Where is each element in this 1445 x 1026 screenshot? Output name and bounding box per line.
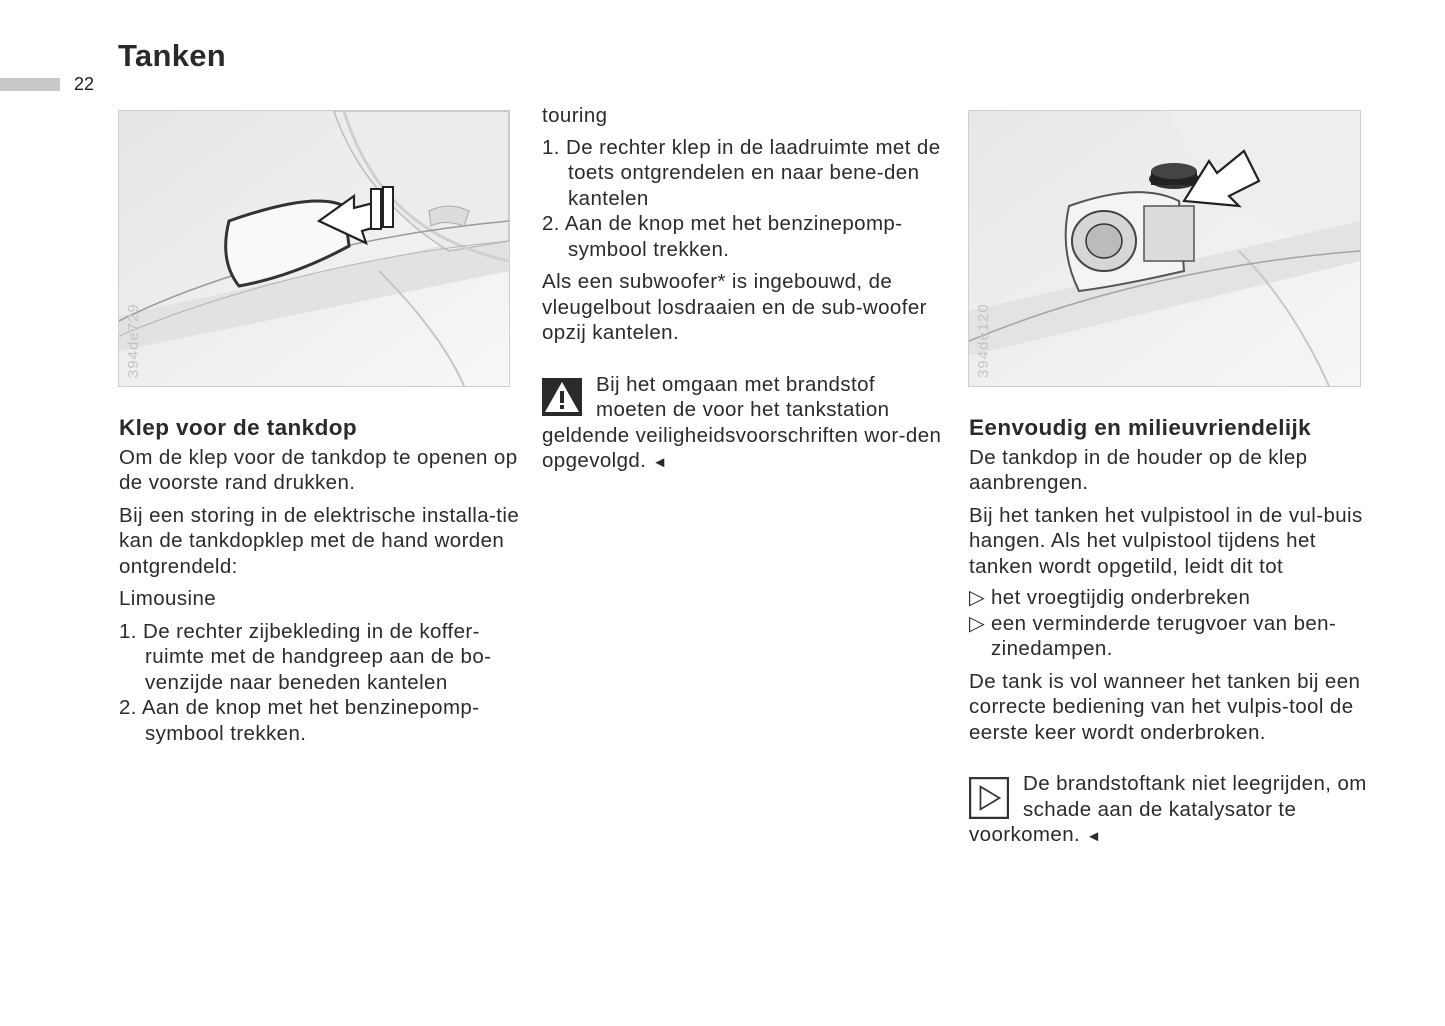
warning-triangle-icon [542, 378, 582, 416]
step-item: 1. De rechter klep in de laadruimte met de toets ontgrendelen en naar bene-den kantelen [542, 135, 941, 210]
right-column [969, 415, 1379, 850]
steps-list [542, 135, 947, 263]
bullet-item [969, 611, 1379, 662]
section-heading-eco: Eenvoudig en milieuvriendelijk [969, 415, 1312, 440]
section-heading-fuel-flap: Klep voor de tankdop [119, 415, 358, 440]
paragraph: De tank is vol wanneer het tanken bij een correcte bediening van het vulpis-tool de eerste keer wordt onderbroken. [969, 669, 1361, 744]
bullet-text: een verminderde terugvoer van ben-zinedampen. [991, 611, 1337, 660]
step-item: 2. Aan de knop met het benzinepomp-symbool trekken. [542, 212, 903, 261]
paragraph: Bij een storing in de elektrische installa-tie kan de tankdopklep met de hand worden ontgrendeld: [119, 503, 520, 578]
bullet-triangle-icon: ▷ [969, 586, 986, 609]
page-margin-bar [0, 78, 60, 91]
page-number: 22 [74, 74, 95, 94]
step-item: 1. De rechter zijbekleding in de koffer-ruimte met de handgreep aan de bo-venzijde naar beneden kantelen [119, 619, 492, 694]
bullet-triangle-icon: ▷ [969, 611, 986, 635]
paragraph: Bij het tanken het vulpistool in de vul-buis hangen. Als het vulpistool tijdens het tanken wordt opgetild, leidt dit tot [969, 503, 1363, 578]
end-mark-icon: ◄ [652, 454, 668, 471]
subheading-limousine: Limousine [119, 587, 217, 610]
warning-text: Bij het omgaan met brandstof moeten de voor het tankstation geldende veiligheidsvoorschriften wor-den opgevolgd. [542, 372, 942, 472]
paragraph: De tankdop in de houder op de klep aanbrengen. [969, 445, 1308, 494]
page-title: Tanken [118, 38, 227, 73]
note-text: De brandstoftank niet leegrijden, om schade aan de katalysator te voorkomen. [969, 772, 1367, 846]
bullet-list [969, 585, 1379, 662]
bullet-item [969, 585, 1379, 611]
step-item: 2. Aan de knop met het benzinepomp-symbool trekken. [119, 696, 480, 745]
end-mark-icon: ◄ [1086, 828, 1102, 845]
left-column [119, 415, 529, 753]
fuel-flap-illustration [118, 110, 510, 387]
paragraph: Om de klep voor de tankdop te openen op de voorste rand drukken. [119, 445, 518, 494]
subheading-touring: touring [542, 104, 608, 127]
figure-code-left: 394de729 [125, 303, 142, 378]
steps-list [119, 619, 529, 747]
note-block [969, 771, 1379, 850]
bullet-text: het vroegtijdig onderbreken [991, 586, 1251, 609]
note-triangle-icon [969, 777, 1009, 819]
fuel-cap-holder-illustration [968, 110, 1361, 387]
middle-column [542, 103, 947, 476]
fuel-flap-drawing [119, 111, 509, 386]
paragraph: Als een subwoofer* is ingebouwd, de vleugelbout losdraaien en de sub-woofer opzij kantelen. [542, 270, 927, 344]
warning-block [542, 372, 947, 476]
figure-code-right: 394de120 [975, 303, 992, 378]
fuel-cap-drawing [969, 111, 1360, 386]
